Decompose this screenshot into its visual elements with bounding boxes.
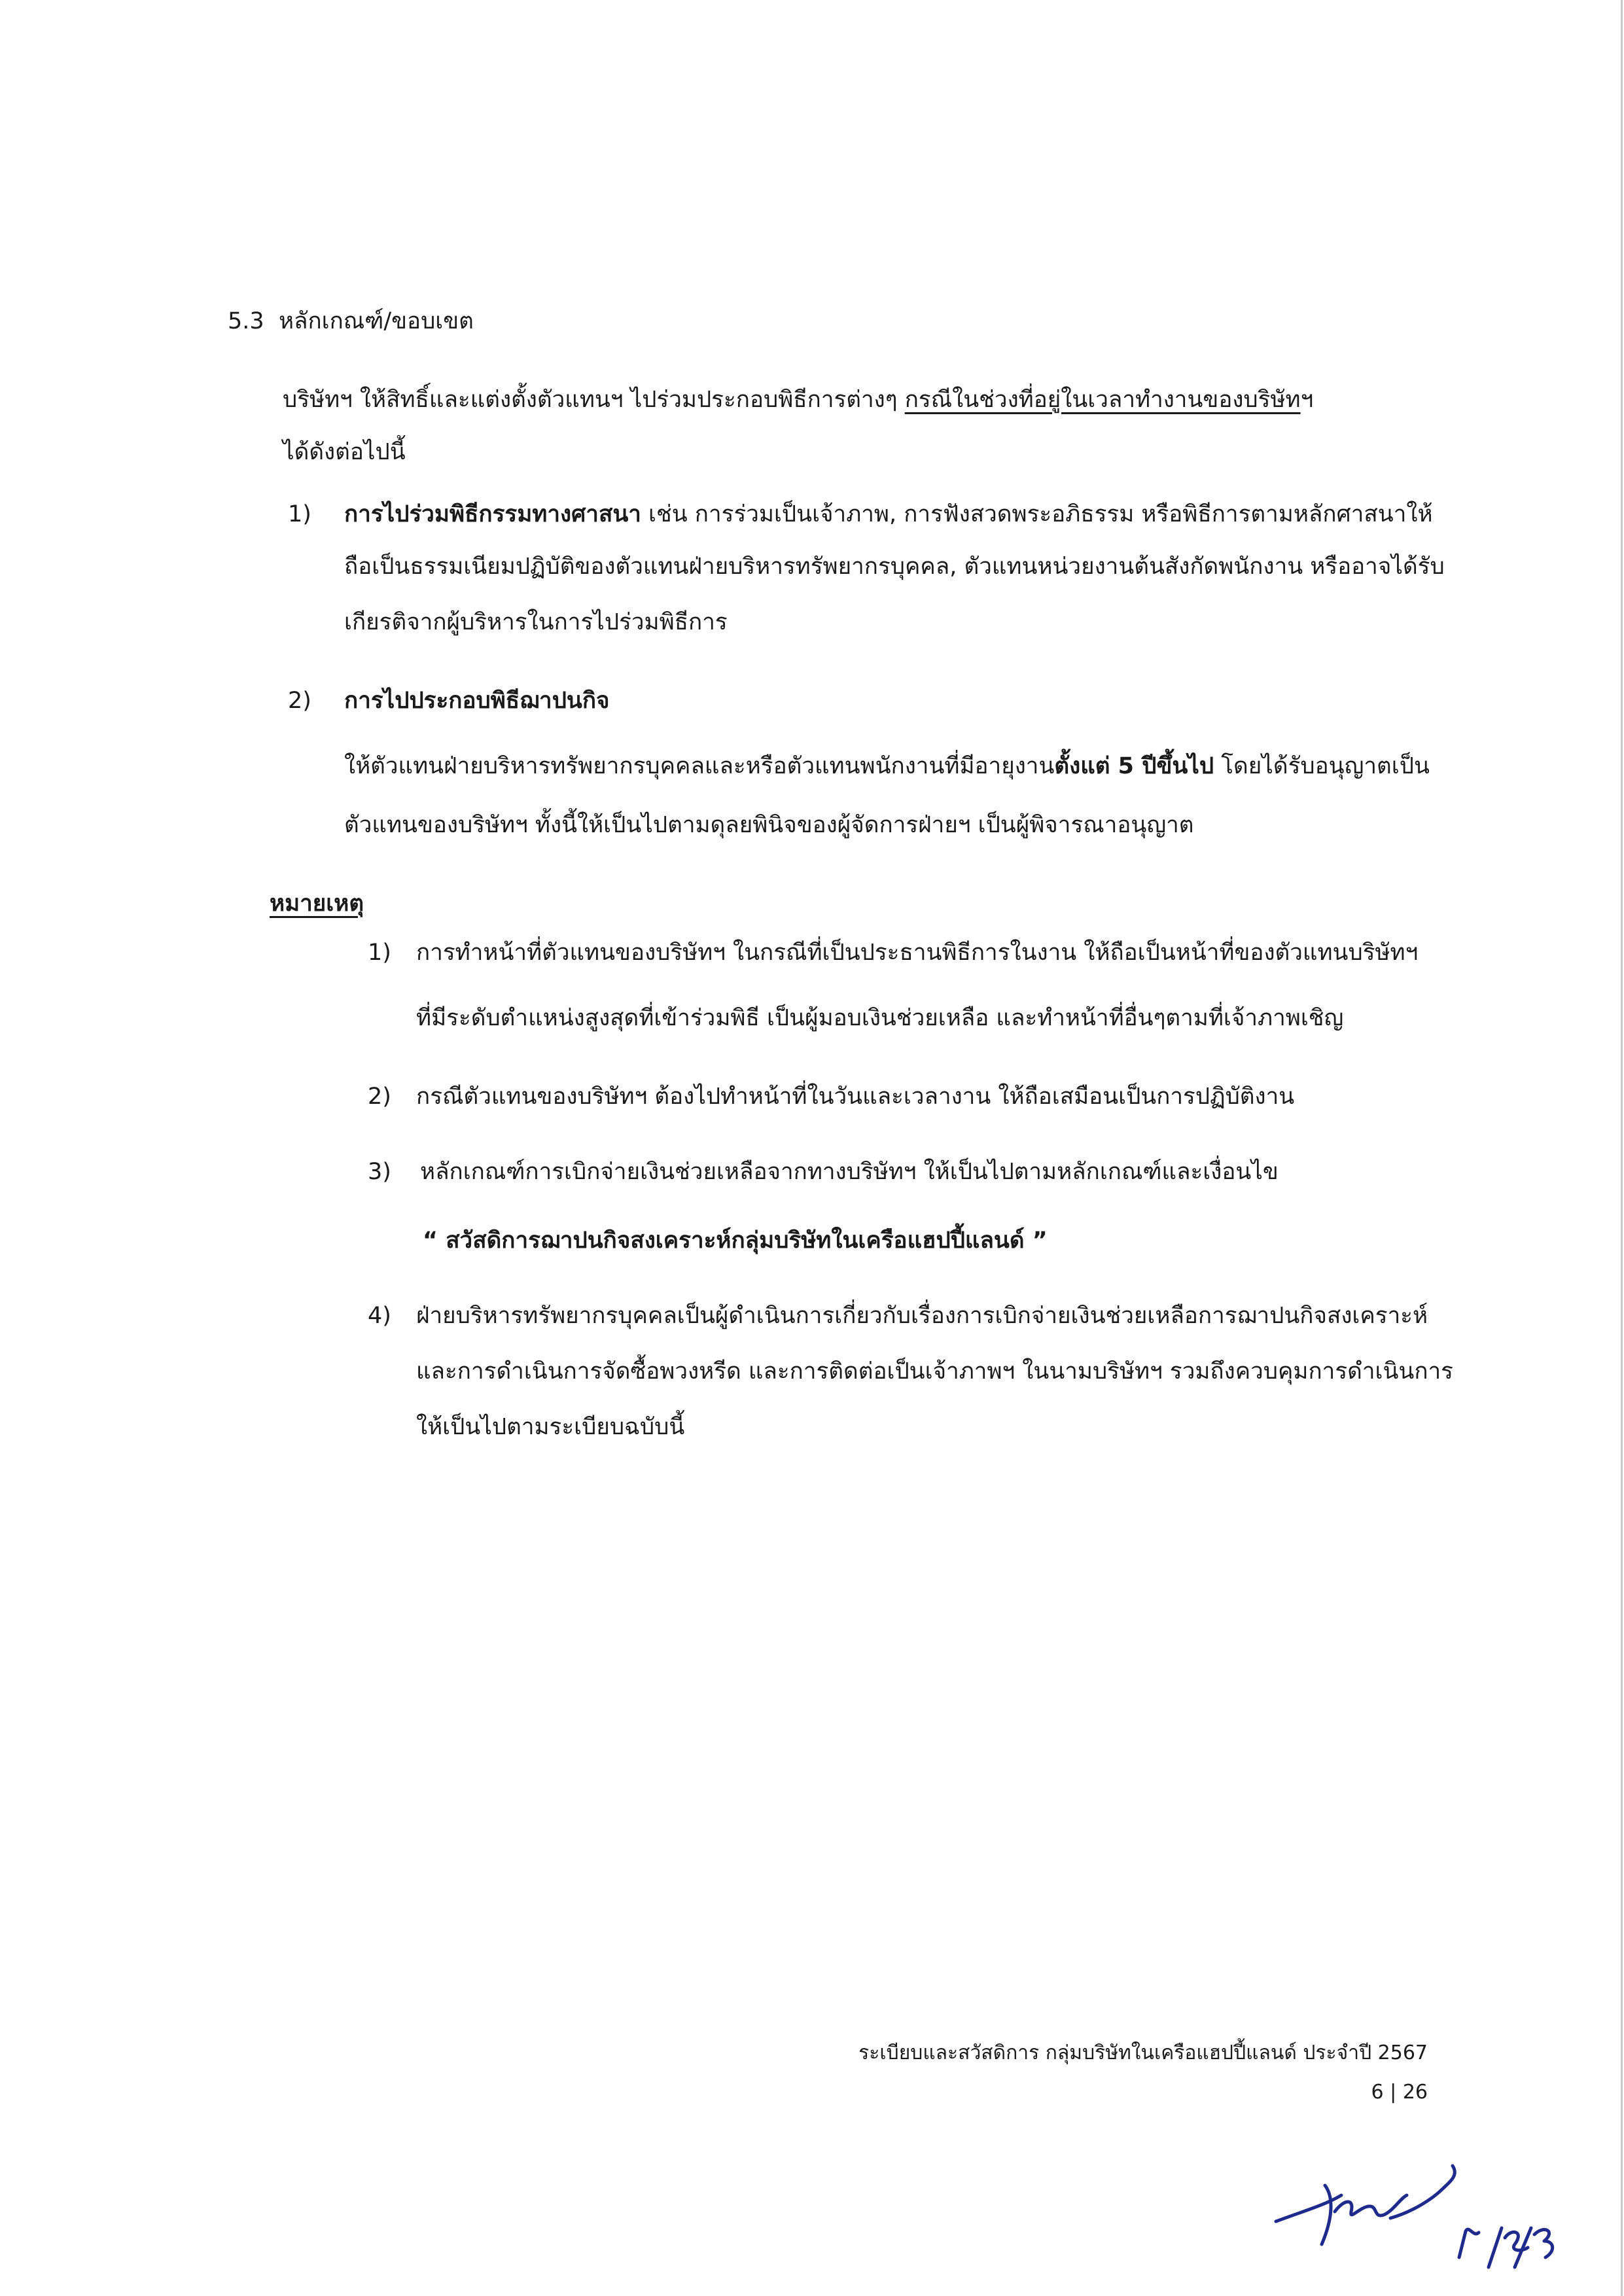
item-2-text-end: โดยได้รับอนุญาตเป็น: [1214, 753, 1430, 779]
item-1-title: การไปร่วมพิธีกรรมทางศาสนา: [344, 501, 641, 527]
remark-1-number: 1): [368, 940, 391, 966]
section-heading: [228, 306, 474, 336]
section-title: หลักเกณฑ์/ขอบเขต: [278, 308, 474, 334]
item-2-text: ให้ตัวแทนฝ่ายบริหารทรัพยากรบุคคลและหรือตัวแทนพนักงานที่มีอายุงาน: [344, 753, 1055, 779]
item-1-line-3: เกียรติจากผู้บริหารในการไปร่วมพิธีการ: [344, 609, 728, 635]
page-edge: [1621, 0, 1623, 2296]
remarks-title: หมายเหตุ: [270, 891, 364, 917]
remark-4-line-3: ให้เป็นไปตามระเบียบฉบับนี้: [416, 1414, 685, 1440]
page-current: 6: [1371, 2081, 1384, 2104]
item-2-bold-text: ตั้งแต่ 5 ปีขึ้นไป: [1054, 753, 1214, 779]
remark-3-number: 3): [368, 1159, 391, 1185]
remark-4-line-2: และการดำเนินการจัดซื้อพวงหรีด และการติดต่อเป็นเจ้าภาพฯ ในนามบริษัทฯ รวมถึงควบคุมการดำเนินการ: [416, 1358, 1453, 1385]
remark-4-line-1: ฝ่ายบริหารทรัพยากรบุคคลเป็นผู้ดำเนินการเกี่ยวกับเรื่องการเบิกจ่ายเงินช่วยเหลือการฌาปนกิจสงเคราะห์: [416, 1303, 1428, 1329]
item-2-number: 2): [288, 688, 311, 714]
item-1-text: เช่น การร่วมเป็นเจ้าภาพ, การฟังสวดพระอภิธรรม หรือพิธีการตามหลักศาสนาให้: [641, 501, 1433, 527]
intro-underlined-text: กรณีในช่วงที่อยู่ในเวลาทำงานของบริษัท: [904, 387, 1301, 413]
item-1-line-1: [344, 499, 1433, 529]
page-separator: |: [1390, 2081, 1397, 2104]
item-2-line-2: ตัวแทนของบริษัทฯ ทั้งนี้ให้เป็นไปตามดุลยพินิจของผู้จัดการฝ่ายฯ เป็นผู้พิจารณาอนุญาต: [344, 812, 1194, 838]
intro-text: บริษัทฯ ให้สิทธิ์และแต่งตั้งตัวแทนฯ ไปร่วมประกอบพิธีการต่างๆ: [283, 387, 905, 413]
remark-3-line-1: หลักเกณฑ์การเบิกจ่ายเงินช่วยเหลือจากทางบริษัทฯ ให้เป็นไปตามหลักเกณฑ์และเงื่อนไข: [420, 1159, 1279, 1185]
signature-image: [1263, 2159, 1564, 2284]
item-2-line-1: [344, 751, 1430, 781]
page-total: 26: [1402, 2081, 1428, 2104]
footer-document-title: ระเบียบและสวัสดิการ กลุ่มบริษัทในเครือแฮปปี้แลนด์ ประจำปี 2567: [858, 2041, 1428, 2064]
intro-line-1: [283, 385, 1313, 415]
remark-2-line-1: กรณีตัวแทนของบริษัทฯ ต้องไปทำหน้าที่ในวันและเวลางาน ให้ถือเสมือนเป็นการปฏิบัติงาน: [416, 1084, 1295, 1110]
item-1-line-2: ถือเป็นธรรมเนียมปฏิบัติของตัวแทนฝ่ายบริหารทรัพยากรบุคคล, ตัวแทนหน่วยงานต้นสังกัดพนักงาน หรืออาจได้รับ: [344, 554, 1445, 580]
intro-line-2: ได้ดังต่อไปนี้: [283, 439, 406, 465]
remark-4-number: 4): [368, 1303, 391, 1329]
item-2-title: การไปประกอบพิธีฌาปนกิจ: [344, 688, 610, 714]
remark-2-number: 2): [368, 1084, 391, 1110]
remark-3-line-2: “ สวัสดิการฌาปนกิจสงเคราะห์กลุ่มบริษัทในเครือแฮปปี้แลนด์ ”: [423, 1227, 1048, 1254]
intro-text-end: ฯ: [1300, 387, 1314, 413]
remark-1-line-1: การทำหน้าที่ตัวแทนของบริษัทฯ ในกรณีที่เป็นประธานพิธีการในงาน ให้ถือเป็นหน้าที่ของตัวแทนบริษัทฯ: [416, 940, 1419, 966]
section-number: 5.3: [228, 308, 264, 334]
page-number: [1371, 2079, 1428, 2106]
remark-1-line-2: ที่มีระดับตำแหน่งสูงสุดที่เข้าร่วมพิธี เป็นผู้มอบเงินช่วยเหลือ และทำหน้าที่อื่นๆตามที่เจ้าภาพเชิญ: [416, 1005, 1344, 1031]
item-1-number: 1): [288, 501, 311, 527]
